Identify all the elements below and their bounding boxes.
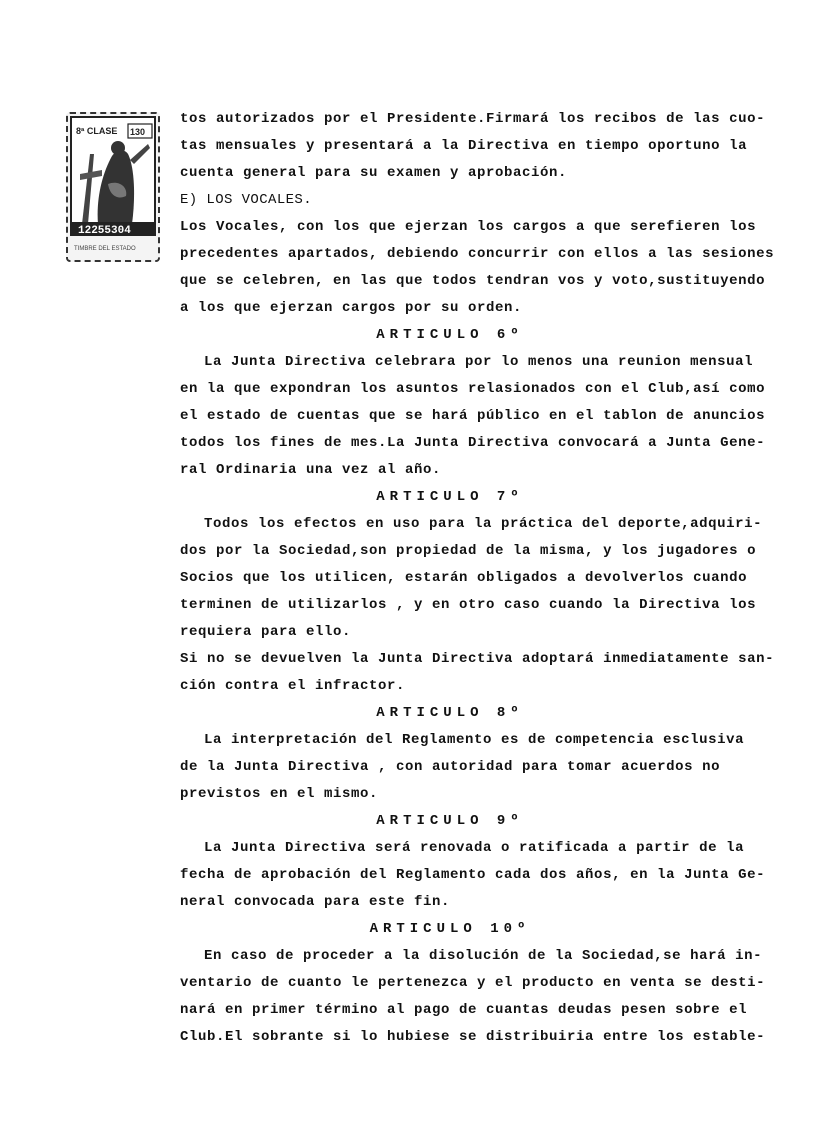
- article-heading: ARTICULO 6º: [376, 327, 524, 343]
- article-heading: ARTICULO 10º: [369, 921, 531, 937]
- stamp-class-label: 8ª CLASE: [76, 126, 118, 136]
- text-line: previstos en el mismo.: [180, 786, 379, 802]
- text-line: de la Junta Directiva , con autoridad para tomar acuerdos no: [180, 759, 721, 775]
- stamp-serial: 12255304: [78, 225, 131, 237]
- text-line: En caso de proceder a la disolución de la Sociedad,se hará in-: [204, 948, 763, 964]
- text-line: Si no se devuelven la Junta Directiva adoptará inmediatamente san-: [180, 651, 775, 667]
- text-line: Los Vocales, con los que ejerzan los cargos a que serefieren los: [180, 219, 757, 235]
- text-line: que se celebren, en las que todos tendran vos y voto,sustituyendo: [180, 273, 766, 289]
- text-line: La Junta Directiva será renovada o ratificada a partir de la: [204, 840, 745, 856]
- text-line: La Junta Directiva celebrara por lo menos una reunion mensual: [204, 354, 754, 370]
- text-line: ral Ordinaria una vez al año.: [180, 462, 442, 478]
- text-line: tas mensuales y presentará a la Directiva en tiempo oportuno la: [180, 138, 748, 154]
- text-line: terminen de utilizarlos , y en otro caso cuando la Directiva los: [180, 597, 757, 613]
- text-line: cuenta general para su examen y aprobación.: [180, 165, 568, 181]
- article-heading: ARTICULO 8º: [376, 705, 524, 721]
- fiscal-stamp: [66, 112, 160, 262]
- stamp-image: [68, 114, 158, 260]
- text-line: ción contra el infractor.: [180, 678, 406, 694]
- text-line: el estado de cuentas que se hará público en el tablon de anuncios: [180, 408, 766, 424]
- text-line: ventario de cuanto le pertenezca y el producto en venta se desti-: [180, 975, 766, 991]
- stamp-value-label: 130: [130, 127, 146, 137]
- stamp-footer: TIMBRE DEL ESTADO: [74, 246, 136, 252]
- text-line: Todos los efectos en uso para la práctica del deporte,adquiri-: [204, 516, 763, 532]
- document-body: [180, 106, 775, 1051]
- text-line: en la que expondran los asuntos relasionados con el Club,así como: [180, 381, 766, 397]
- text-line: requiera para ello.: [180, 624, 352, 640]
- text-line: todos los fines de mes.La Junta Directiva convocará a Junta Gene-: [180, 435, 766, 451]
- text-line: fecha de aprobación del Reglamento cada dos años, en la Junta Ge-: [180, 867, 766, 883]
- text-line: precedentes apartados, debiendo concurrir con ellos a las sesiones: [180, 246, 775, 262]
- text-line: nará en primer término al pago de cuantas deudas pesen sobre el: [180, 1002, 748, 1018]
- article-heading: ARTICULO 7º: [376, 489, 524, 505]
- article-heading: ARTICULO 9º: [376, 813, 524, 829]
- text-line: La interpretación del Reglamento es de competencia esclusiva: [204, 732, 745, 748]
- section-heading-vocales: E) LOS VOCALES.: [180, 192, 313, 208]
- text-line: dos por la Sociedad,son propiedad de la misma, y los jugadores o: [180, 543, 757, 559]
- text-line: Club.El sobrante si lo hubiese se distribuiria entre los estable-: [180, 1029, 766, 1045]
- text-line: tos autorizados por el Presidente.Firmará los recibos de las cuo-: [180, 111, 766, 127]
- text-line: neral convocada para este fin.: [180, 894, 451, 910]
- text-line: Socios que los utilicen, estarán obligados a devolverlos cuando: [180, 570, 748, 586]
- text-line: a los que ejerzan cargos por su orden.: [180, 300, 523, 316]
